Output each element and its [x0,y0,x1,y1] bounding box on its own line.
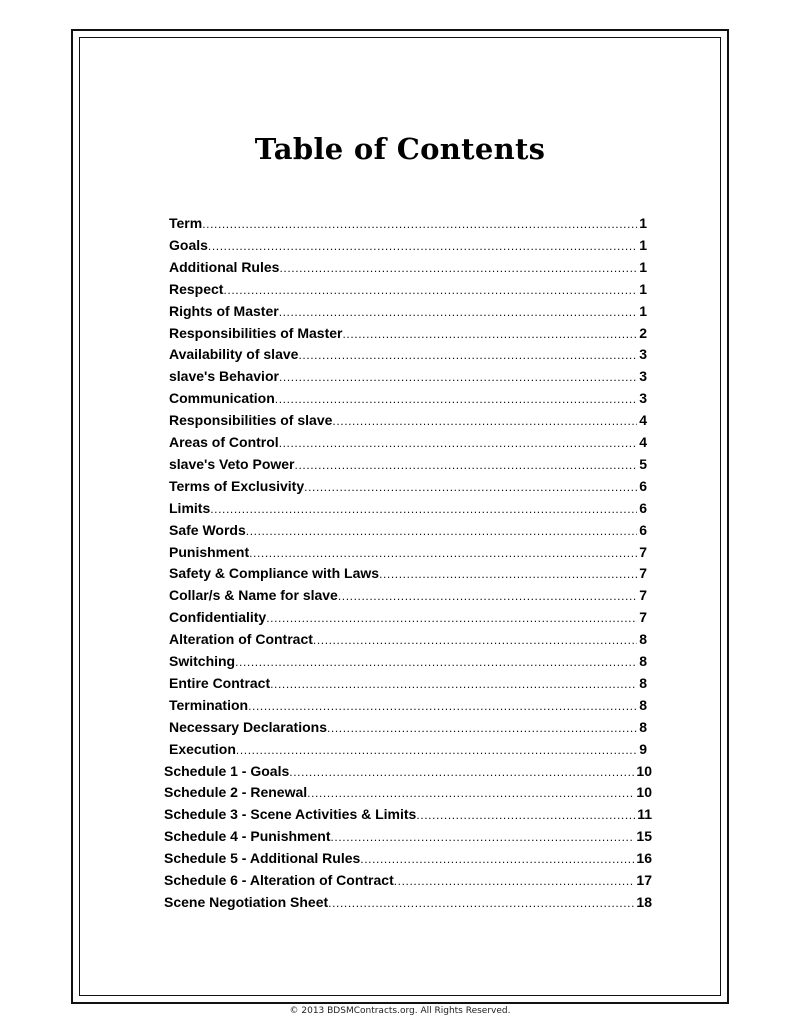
toc-entry[interactable] [169,672,647,694]
copyright-footer: © 2013 BDSMContracts.org. All Rights Reserved. [289,1006,511,1016]
toc-entry-label: Additional Rules [169,259,280,275]
toc-dot-leader [295,454,638,475]
toc-entry[interactable] [169,628,647,650]
toc-entry[interactable] [169,343,647,365]
toc-entry-label: Schedule 5 - Additional Rules [164,850,361,866]
toc-page-number: 10 [636,763,652,779]
toc-dot-leader [360,848,634,869]
toc-entry[interactable] [169,584,647,606]
toc-entry-label: Schedule 2 - Renewal [164,784,308,800]
toc-entry-label: Availability of slave [169,346,299,362]
toc-dot-leader [279,432,638,453]
toc-page-number: 4 [639,412,647,428]
toc-entry-label: Limits [169,500,211,516]
toc-entry-label: slave's Behavior [169,368,279,384]
toc-entry[interactable] [169,256,647,278]
toc-page-number: 15 [636,828,652,844]
toc-entry[interactable] [164,760,652,782]
toc-dot-leader [327,717,637,738]
toc-entry-label: Safe Words [169,522,246,538]
toc-entry[interactable] [164,869,652,891]
toc-dot-leader [270,673,637,694]
toc-entry[interactable] [164,803,652,825]
toc-dot-leader [289,761,634,782]
toc-page-number: 1 [639,259,647,275]
toc-page-number: 4 [639,434,647,450]
toc-entry[interactable] [164,781,652,803]
page-title: Table of Contents [254,132,546,166]
toc-entry-label: Goals [169,237,208,253]
toc-entry-label: Necessary Declarations [169,719,327,735]
toc-entry[interactable] [169,475,647,497]
toc-entry[interactable] [169,562,647,584]
toc-entry[interactable] [169,365,647,387]
toc-page-number: 7 [639,587,647,603]
toc-entry[interactable] [169,212,647,234]
toc-page-number: 7 [639,609,647,625]
toc-page-number: 8 [639,719,647,735]
toc-entry[interactable] [169,716,647,738]
toc-entry-label: Safety & Compliance with Laws [169,565,380,581]
toc-dot-leader [379,563,637,584]
toc-page-number: 6 [639,522,647,538]
toc-entry-label: Termination [169,697,249,713]
toc-dot-leader [235,651,637,672]
toc-dot-leader [416,804,635,825]
toc-dot-leader [223,279,637,300]
toc-page-number: 7 [639,565,647,581]
toc-dot-leader [279,257,637,278]
toc-dot-leader [394,870,635,891]
toc-entry[interactable] [169,694,647,716]
toc-dot-leader [304,476,637,497]
toc-page-number: 1 [639,281,647,297]
toc-entry[interactable] [169,541,647,563]
toc-dot-leader [248,695,637,716]
toc-entry[interactable] [169,519,647,541]
toc-dot-leader [332,410,637,431]
toc-entry-label: Terms of Exclusivity [169,478,305,494]
toc-entry-label: Punishment [169,544,250,560]
toc-dot-leader [298,344,637,365]
toc-page-number: 7 [639,544,647,560]
toc-page-number: 1 [639,237,647,253]
toc-entry[interactable] [169,650,647,672]
toc-page-number: 8 [639,675,647,691]
toc-entry-label: Switching [169,653,236,669]
toc-entry-label: Respect [169,281,224,297]
toc-entry-label: Entire Contract [169,675,271,691]
toc-entry-label: Collar/s & Name for slave [169,587,338,603]
toc-entry[interactable] [169,234,647,256]
toc-dot-leader [266,607,637,628]
toc-page-number: 3 [639,390,647,406]
toc-dot-leader [249,542,637,563]
toc-page-number: 3 [639,368,647,384]
toc-entry[interactable] [169,453,647,475]
toc-entry-label: Scene Negotiation Sheet [164,894,329,910]
toc-entry-label: Responsibilities of slave [169,412,333,428]
toc-dot-leader [210,498,637,519]
toc-entry[interactable] [164,847,652,869]
toc-dot-leader [313,629,637,650]
toc-entry-label: Term [169,215,203,231]
toc-dot-leader [246,520,637,541]
toc-entry-label: Alteration of Contract [169,631,313,647]
toc-entry-label: Schedule 1 - Goals [164,763,290,779]
toc-page-number: 6 [639,478,647,494]
toc-entry-label: Schedule 6 - Alteration of Contract [164,872,394,888]
toc-entry-label: Schedule 3 - Scene Activities & Limits [164,806,417,822]
toc-entry[interactable] [164,891,652,913]
toc-dot-leader [202,213,637,234]
toc-dot-leader [330,826,634,847]
toc-entry-label: Confidentiality [169,609,267,625]
toc-page-number: 8 [639,697,647,713]
toc-dot-leader [208,235,637,256]
toc-page-number: 8 [639,653,647,669]
toc-dot-leader [307,782,634,803]
toc-entry[interactable] [169,431,647,453]
toc-page-number: 1 [639,303,647,319]
toc-dot-leader [342,323,637,344]
toc-entry[interactable] [169,497,647,519]
toc-dot-leader [328,892,634,913]
toc-entry[interactable] [169,278,647,300]
toc-entry[interactable] [169,300,647,322]
toc-page-number: 10 [636,784,652,800]
toc-page-number: 1 [639,215,647,231]
toc-page-number: 6 [639,500,647,516]
toc-page-number: 11 [637,806,652,822]
toc-page-number: 9 [639,741,647,757]
toc-entry[interactable] [169,387,647,409]
toc-dot-leader [279,366,637,387]
toc-page-number: 8 [639,631,647,647]
toc-page-number: 16 [636,850,652,866]
toc-entry[interactable] [164,825,652,847]
toc-entry-label: Areas of Control [169,434,279,450]
toc-entry-label: Responsibilities of Master [169,325,343,341]
toc-entry[interactable] [169,322,647,344]
toc-entry[interactable] [169,409,647,431]
toc-page-number: 5 [639,456,647,472]
toc-entry-label: Execution [169,741,236,757]
toc-entry[interactable] [169,738,647,760]
toc-entry-label: slave's Veto Power [169,456,295,472]
toc-page-number: 18 [636,894,652,910]
toc-entry-label: Schedule 4 - Punishment [164,828,331,844]
toc-dot-leader [338,585,637,606]
toc-page-number: 3 [639,346,647,362]
toc-dot-leader [279,301,638,322]
toc-entry-label: Rights of Master [169,303,279,319]
toc-dot-leader [236,739,637,760]
toc-dot-leader [275,388,637,409]
toc-page-number: 17 [636,872,652,888]
toc-entry[interactable] [169,606,647,628]
toc-entry-label: Communication [169,390,275,406]
toc-page-number: 2 [639,325,647,341]
